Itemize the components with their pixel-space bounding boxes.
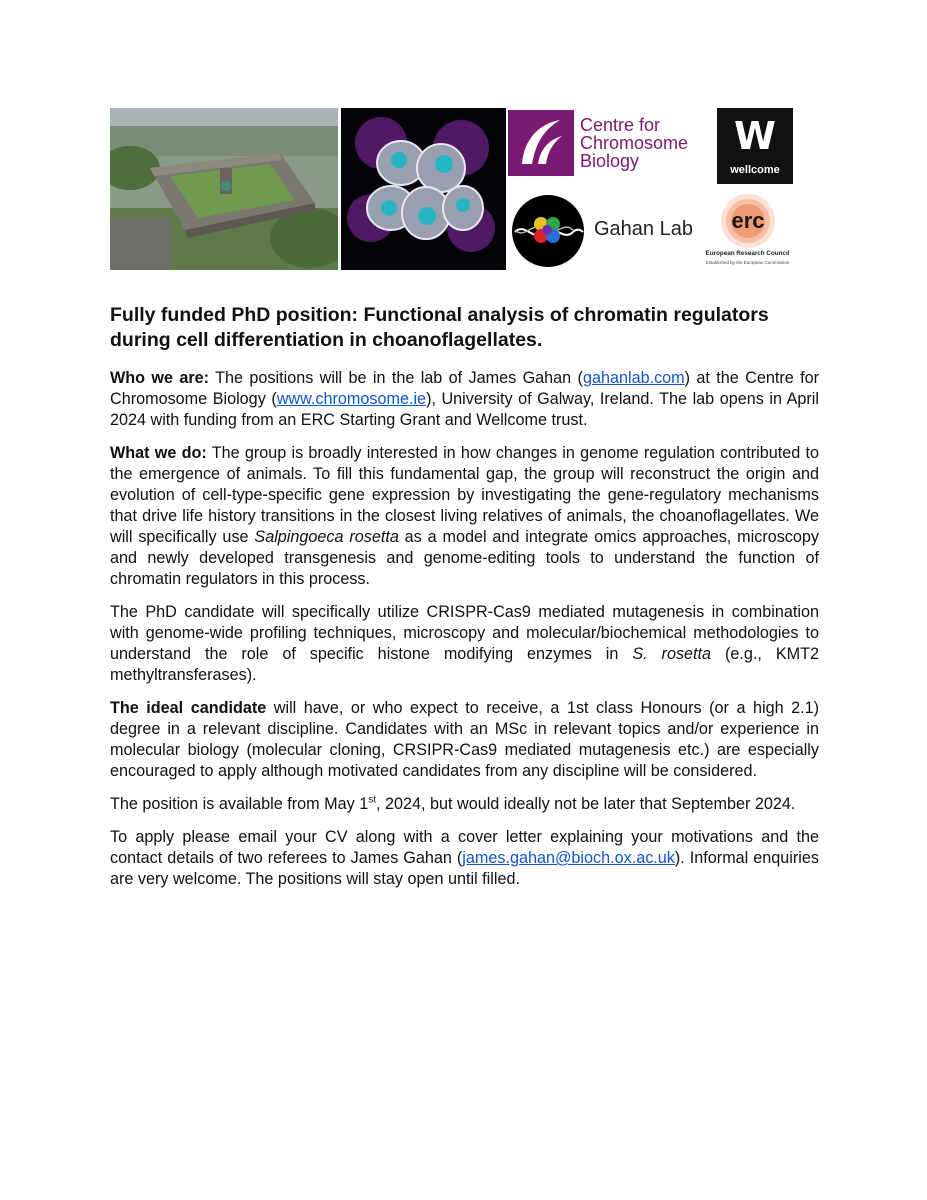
gahan-lab-logo	[509, 190, 709, 270]
ideal-label: The ideal candidate	[110, 699, 267, 717]
wellcome-mark: W	[734, 114, 776, 158]
chromosome-link[interactable]: www.chromosome.ie	[276, 390, 427, 408]
phd-paragraph	[110, 602, 819, 686]
ideal-candidate-paragraph	[110, 698, 819, 782]
ccb-line-3: Biology	[580, 151, 640, 171]
who-we-are-paragraph	[110, 368, 819, 431]
ccb-line-1: Centre for	[580, 115, 661, 135]
ccb-line-2: Chromosome	[580, 133, 689, 153]
apply-text-1: To apply please email your CV along with a cover letter explaining your motivations and the contact details of two referees to James Gahan (	[110, 828, 819, 867]
header-banner	[110, 108, 800, 270]
erc-letters: erc	[731, 208, 765, 233]
page-title: Fully funded PhD position: Functional analysis of chromatin regulators during cell differentiation in choanoflagellates.	[110, 304, 769, 351]
what-text-2: as a model and integrate omics approaches, microscopy and newly developed transgenesis and genome-editing tools to understand the function of chromatin regulators in this process.	[110, 528, 819, 588]
wellcome-logo	[717, 108, 793, 184]
position-text-1: The position is available from May 1	[110, 795, 369, 813]
wellcome-name: wellcome	[730, 164, 780, 176]
erc-mark-icon	[715, 192, 781, 250]
phd-text-2: (e.g., KMT2 methyltransferases).	[110, 645, 819, 684]
campus-photo	[110, 108, 338, 270]
who-text-1: The positions will be in the lab of James Gahan (	[209, 369, 583, 387]
erc-subcaption: Established by the European Commission	[705, 260, 790, 265]
gahan-lab-icon	[511, 194, 585, 268]
what-text-1: The group is broadly interested in how changes in genome regulation contributed to the emergence of animals. To fill this fundamental gap, the group will reconstruct the origin and evolution of cell-type-specific gene expression by investigating the gene-regulatory mechanisms that drive life history transitions in the closest living relatives of animals, the choanoflagellates. We will specifically use	[110, 444, 819, 546]
apply-text-2: ). Informal enquiries are very welcome. The positions will stay open until filled.	[110, 849, 819, 888]
email-link[interactable]: james.gahan@bioch.ox.ac.uk	[462, 849, 675, 867]
ideal-text: will have, or who expect to receive, a 1st class Honours (or a high 2.1) degree in a relevant discipline. Candidates with an MSc in relevant topics and/or experience in molecular biology (molecular cloning, CRSIPR-Cas9 mediated mutagenesis etc.) are especially encouraged to apply although motivated candidates from any discipline will be considered.	[110, 699, 819, 780]
erc-caption: European Research Council	[705, 250, 790, 257]
who-text-3: ), University of Galway, Ireland. The lab opens in April 2024 with funding from an ERC Starting Grant and Wellcome trust.	[110, 390, 819, 429]
what-we-do-paragraph	[110, 443, 819, 590]
gahanlab-link[interactable]: gahanlab.com	[582, 369, 685, 387]
what-species: Salpingoeca rosetta	[254, 528, 399, 546]
gahan-lab-name: Gahan Lab	[594, 218, 693, 240]
position-sup: st	[368, 794, 376, 806]
body-content	[110, 368, 819, 902]
ccb-mark-icon	[508, 110, 574, 176]
microscopy-image	[341, 108, 506, 270]
who-text-2: ) at the Centre for Chromosome Biology (	[110, 369, 819, 408]
position-text-2: , 2024, but would ideally not be later that September 2024.	[376, 795, 796, 813]
phd-text-1: The PhD candidate will specifically utilize CRISPR-Cas9 mediated mutagenesis in combination with genome-wide profiling techniques, microscopy and molecular/biochemical methodologies to understand the role of specific histone modifying enzymes in	[110, 603, 819, 663]
erc-logo	[695, 190, 800, 272]
phd-species: S. rosetta	[632, 645, 712, 663]
who-label: Who we are:	[110, 369, 210, 387]
ccb-logo	[508, 110, 708, 176]
what-label: What we do:	[110, 444, 207, 462]
apply-paragraph	[110, 827, 819, 890]
position-paragraph	[110, 794, 819, 815]
